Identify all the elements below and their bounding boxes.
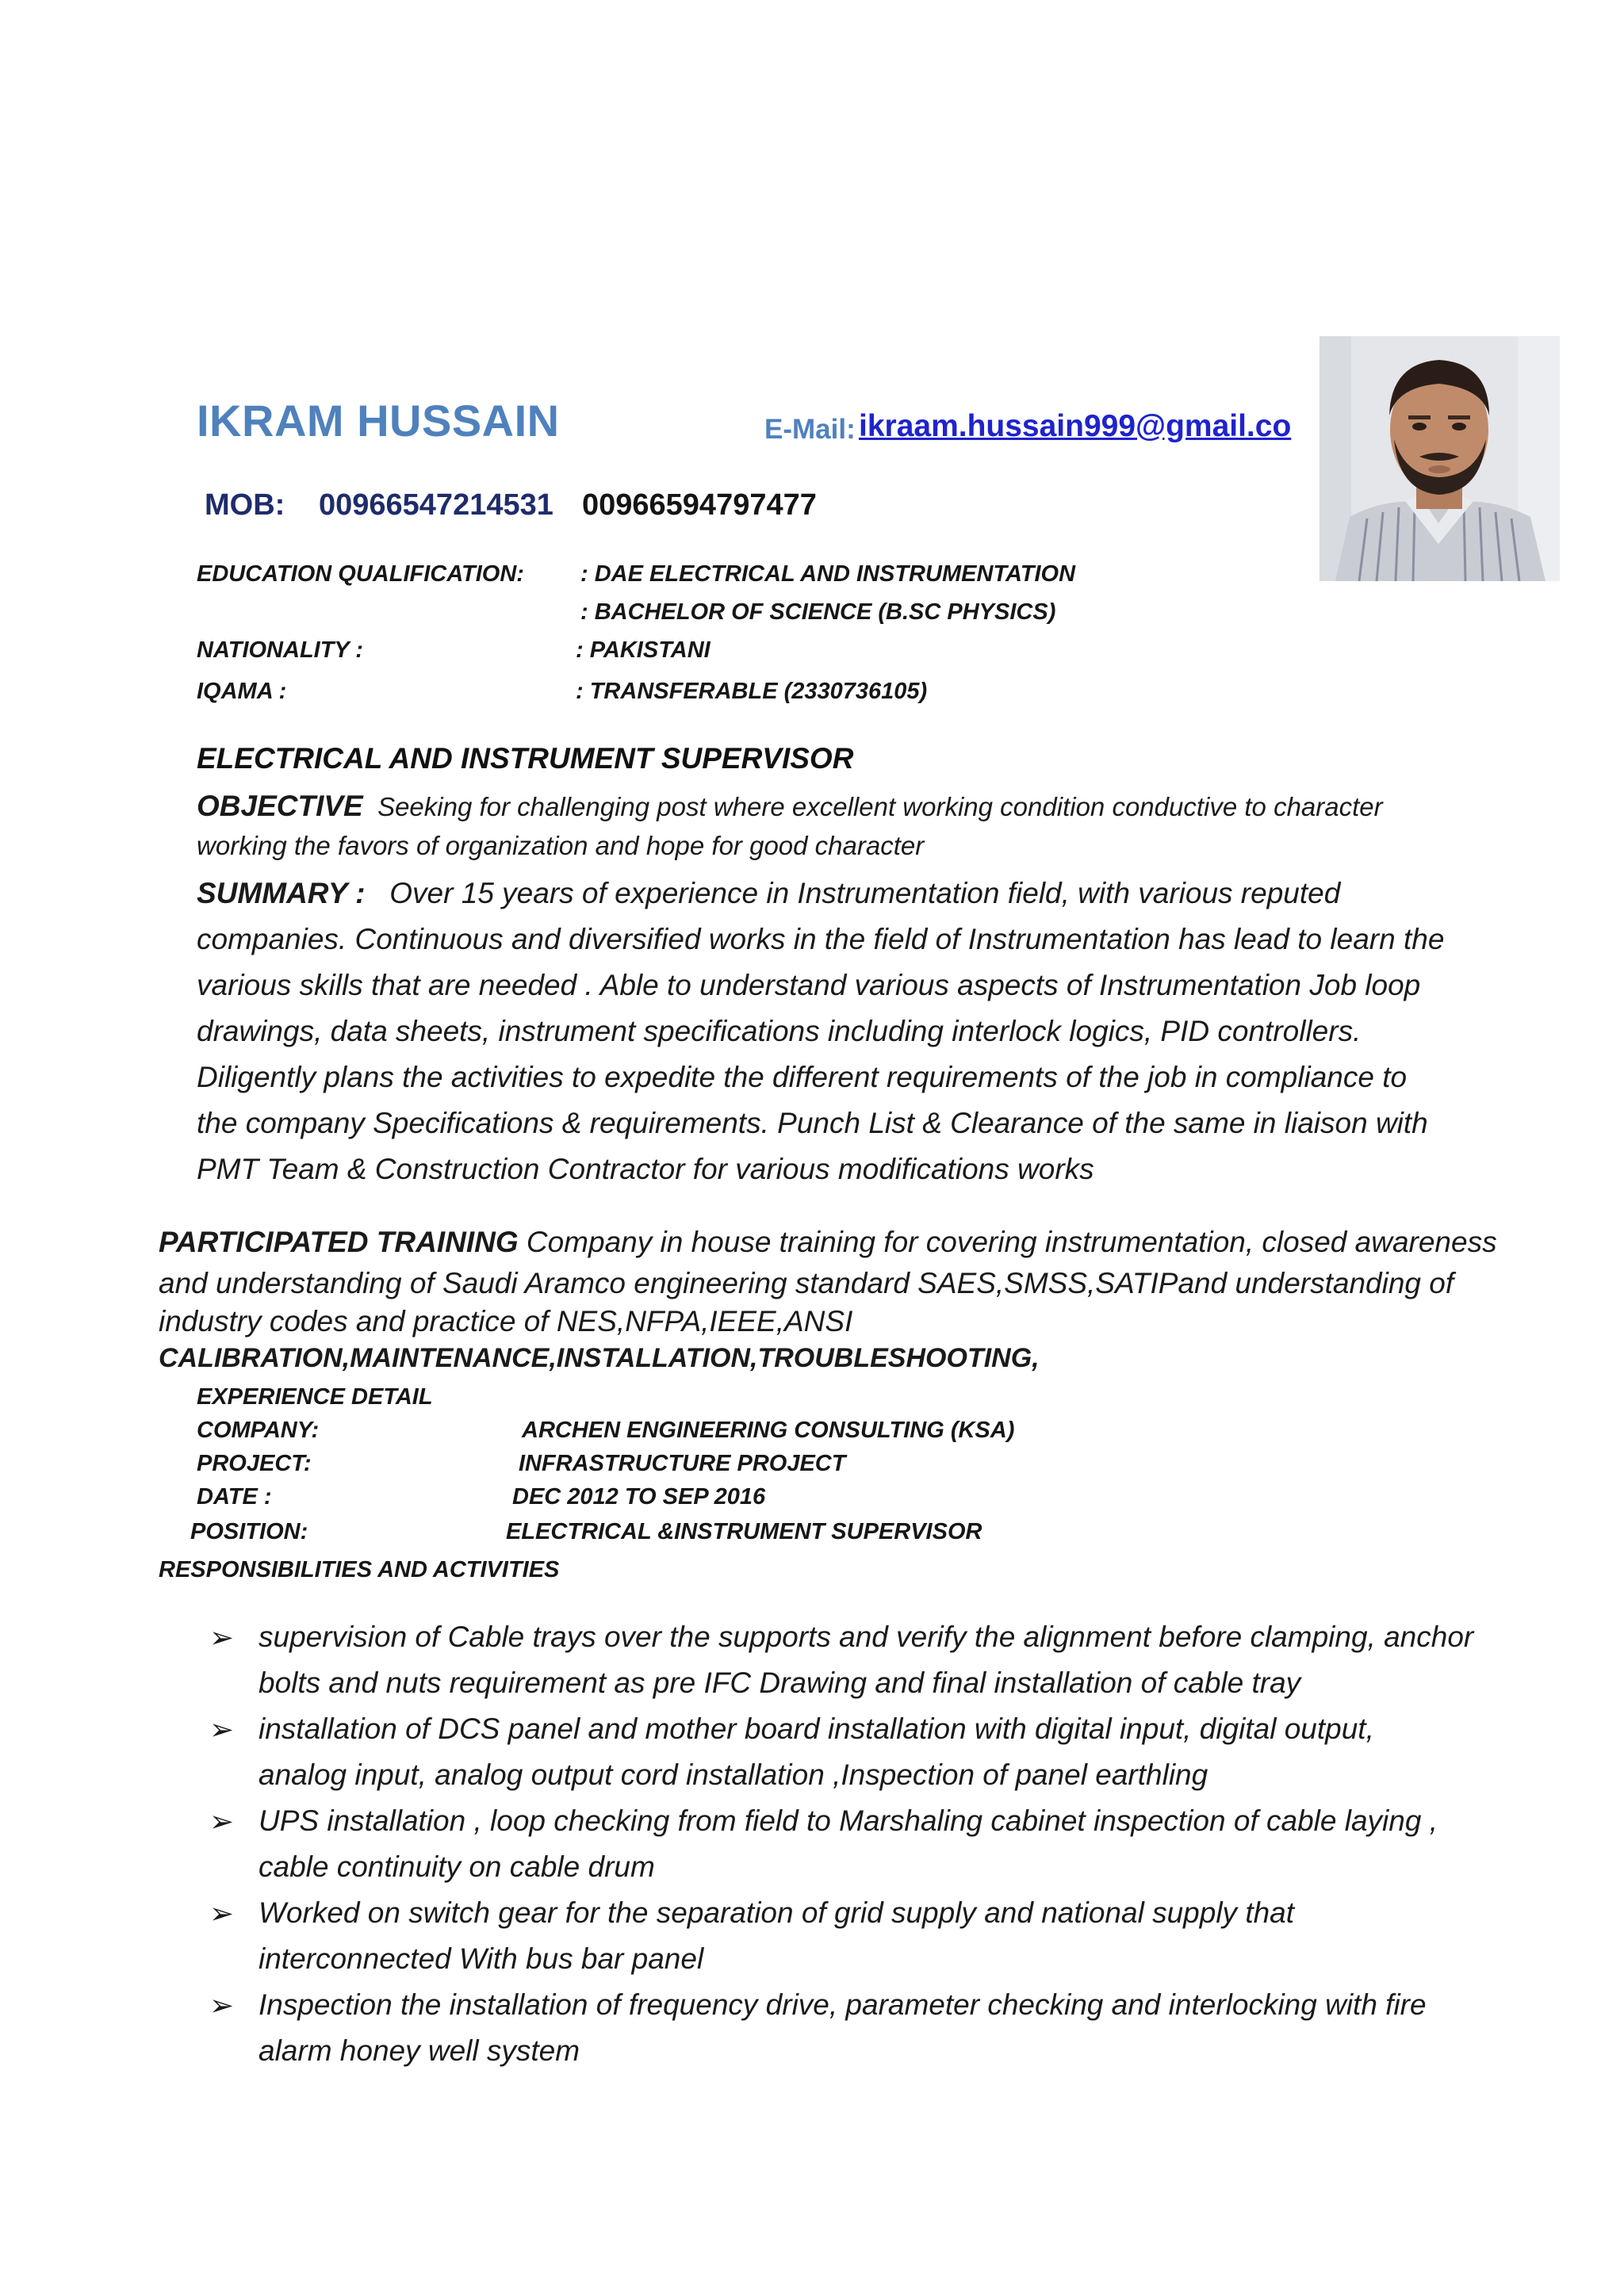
- objective-label: OBJECTIVE: [197, 790, 363, 822]
- bullet-text: UPS installation , loop checking from field to Marshaling cabinet inspection of cable laying ,: [259, 1804, 1438, 1837]
- training-line: [159, 1226, 1497, 1259]
- summary-line: Diligently plans the activities to expedite the different requirements of the job in compliance to: [197, 1061, 1408, 1093]
- bullet-text: Inspection the installation of frequency drive, parameter checking and interlocking with fire: [259, 1988, 1427, 2021]
- mobile-number-1: 00966547214531: [319, 488, 553, 522]
- summary-label: SUMMARY :: [197, 877, 366, 909]
- profile-photo-image: [1320, 336, 1560, 581]
- education-value-1: : DAE ELECTRICAL AND INSTRUMENTATION: [580, 561, 1076, 587]
- summary-line: PMT Team & Construction Contractor for various modifications works: [197, 1153, 1094, 1185]
- responsibilities-heading: RESPONSIBILITIES AND ACTIVITIES: [159, 1557, 560, 1582]
- training-skills: CALIBRATION,MAINTENANCE,INSTALLATION,TROUBLESHOOTING,: [159, 1343, 1040, 1373]
- bullet-arrow-icon: ➢: [209, 1713, 235, 1746]
- email-label: E-Mail:: [764, 414, 856, 445]
- company-label: COMPANY:: [197, 1418, 320, 1443]
- objective-line: working the favors of organization and hope for good character: [197, 831, 925, 860]
- position-label: POSITION:: [190, 1519, 308, 1544]
- job-title: ELECTRICAL AND INSTRUMENT SUPERVISOR: [197, 742, 854, 775]
- summary-line: the company Specifications & requirements. Punch List & Clearance of the same in liaison with: [197, 1107, 1428, 1139]
- date-value: DEC 2012 TO SEP 2016: [512, 1484, 766, 1510]
- bullet-arrow-icon: ➢: [209, 1805, 235, 1838]
- nationality-value: : PAKISTANI: [576, 637, 710, 663]
- education-label: EDUCATION QUALIFICATION:: [197, 561, 524, 587]
- mobile-number-2: 00966594797477: [582, 488, 817, 522]
- training-line: industry codes and practice of NES,NFPA,IEEE,ANSI: [159, 1305, 853, 1337]
- company-value: ARCHEN ENGINEERING CONSULTING (KSA): [522, 1418, 1015, 1443]
- summary-line: companies. Continuous and diversified works in the field of Instrumentation has lead to learn the: [197, 923, 1445, 955]
- training-line: and understanding of Saudi Aramco engineering standard SAES,SMSS,SATIPand understanding of: [159, 1267, 1454, 1299]
- bullet-text: Worked on switch gear for the separation of grid supply and national supply that: [259, 1896, 1295, 1929]
- mobile-label: MOB:: [205, 488, 285, 522]
- summary-line: [197, 877, 1340, 910]
- project-label: PROJECT:: [197, 1451, 312, 1476]
- training-label: PARTICIPATED TRAINING: [159, 1226, 519, 1258]
- nationality-label: NATIONALITY :: [197, 637, 363, 663]
- bullet-arrow-icon: ➢: [209, 1989, 235, 2022]
- bullet-text: bolts and nuts requirement as pre IFC Drawing and final installation of cable tray: [259, 1667, 1301, 1699]
- summary-line: drawings, data sheets, instrument specifications including interlock logics, PID controllers.: [197, 1015, 1362, 1047]
- bullet-text: installation of DCS panel and mother board installation with digital input, digital output,: [259, 1712, 1374, 1745]
- objective-text: Seeking for challenging post where excellent working condition conductive to character: [377, 792, 1383, 821]
- summary-text: Over 15 years of experience in Instrumentation field, with various reputed: [389, 877, 1341, 909]
- bullet-text: cable continuity on cable drum: [259, 1850, 655, 1883]
- iqama-label: IQAMA :: [197, 679, 287, 704]
- project-value: INFRASTRUCTURE PROJECT: [519, 1451, 846, 1476]
- bullet-text: interconnected With bus bar panel: [259, 1942, 704, 1975]
- bullet-arrow-icon: ➢: [209, 1621, 235, 1654]
- bullet-arrow-icon: ➢: [209, 1897, 235, 1930]
- education-value-2: : BACHELOR OF SCIENCE (B.SC PHYSICS): [580, 599, 1056, 625]
- profile-photo: [1320, 336, 1560, 581]
- training-text: Company in house training for covering instrumentation, closed awareness: [526, 1226, 1497, 1258]
- bullet-text: analog input, analog output cord installation ,Inspection of panel earthling: [259, 1758, 1208, 1791]
- objective-line: [197, 790, 1383, 823]
- iqama-value: : TRANSFERABLE (2330736105): [576, 679, 928, 704]
- position-value: ELECTRICAL &INSTRUMENT SUPERVISOR: [506, 1519, 982, 1544]
- date-label: DATE :: [197, 1484, 272, 1510]
- bullet-text: supervision of Cable trays over the supports and verify the alignment before clamping, anchor: [259, 1621, 1474, 1653]
- candidate-name: IKRAM HUSSAIN: [197, 396, 560, 446]
- summary-line: various skills that are needed . Able to understand various aspects of Instrumentation Job loop: [197, 969, 1421, 1001]
- email-link[interactable]: ikraam.hussain999@gmail.co: [859, 409, 1292, 443]
- bullet-text: alarm honey well system: [259, 2034, 580, 2067]
- experience-heading: EXPERIENCE DETAIL: [197, 1384, 433, 1410]
